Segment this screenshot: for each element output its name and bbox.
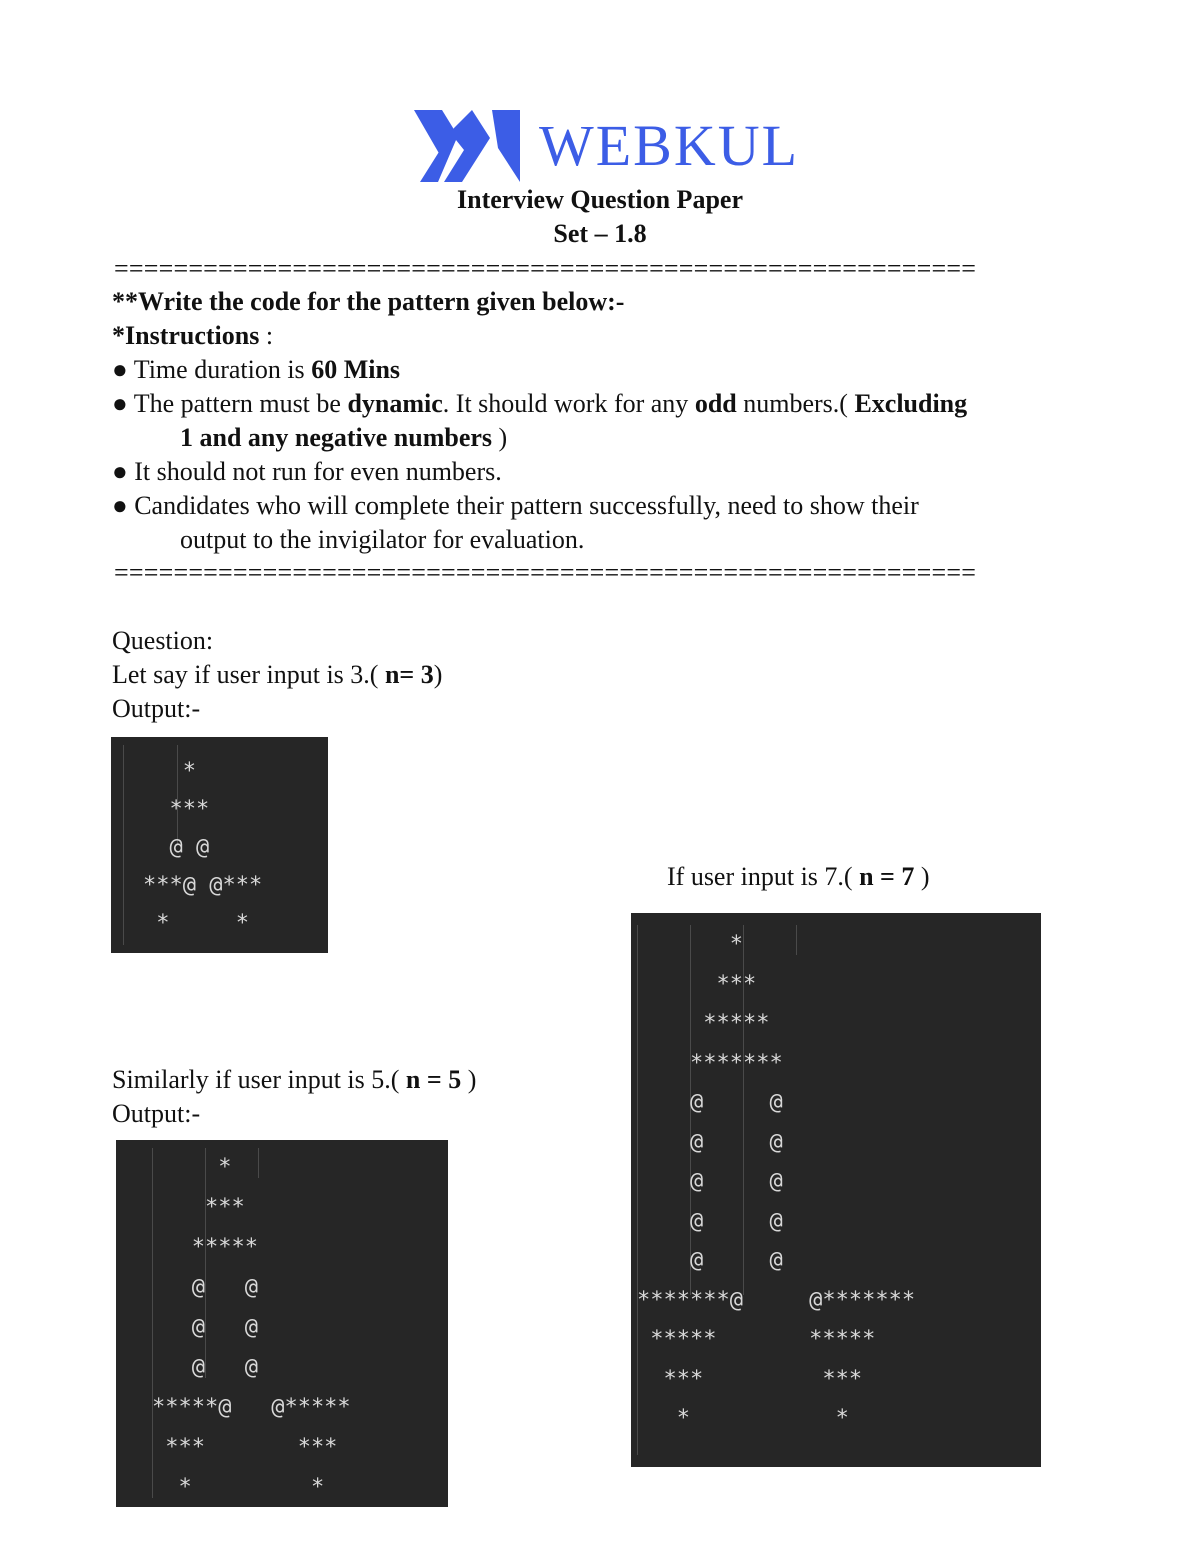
- example-n7-text: If user input is 7.(: [667, 862, 860, 891]
- example-n3-value: n= 3: [384, 660, 434, 689]
- example-n5-text: Similarly if user input is 5.(: [112, 1065, 406, 1094]
- example-n3-close: ): [433, 660, 443, 689]
- bullet-time-value: 60 Mins: [311, 355, 401, 384]
- example-n3-text: Let say if user input is 3.(: [112, 660, 385, 689]
- bullet-dynamic-line2: [180, 421, 507, 455]
- example-n7-value: n = 7: [859, 862, 915, 891]
- bullet-dynamic-mid: . It should work for any: [442, 389, 695, 418]
- bullet-excluding-bold: Excluding: [854, 389, 968, 418]
- bullet-dynamic: [112, 387, 967, 421]
- output-terminal-n3: [111, 737, 328, 953]
- webkul-logo: [414, 110, 800, 184]
- pattern-output-n5: * *** ***** @ @ @ @ @ @ *****@ @***** *** *** * *: [152, 1155, 351, 1500]
- output-terminal-n5: [116, 1140, 448, 1507]
- example-n5-value: n = 5: [405, 1065, 462, 1094]
- bullet-exclusion-bold: 1 and any negative numbers: [180, 423, 493, 452]
- bullet-odd-bold: odd: [694, 389, 737, 418]
- question-label: Question:: [112, 626, 214, 655]
- task-heading: **Write the code for the pattern given below:-: [112, 287, 625, 316]
- set-number: Set – 1.8: [553, 219, 647, 248]
- example-n3-label: [112, 658, 442, 692]
- logo-wordmark: WEBKUL: [539, 113, 800, 178]
- top-separator: ==========================================================: [114, 256, 977, 282]
- bullet-time: [112, 353, 400, 387]
- example-n5-close: ): [461, 1065, 477, 1094]
- bullet-time-text: ● Time duration is: [112, 355, 312, 384]
- output-terminal-n7: [631, 913, 1041, 1467]
- bottom-separator: ==========================================================: [114, 560, 977, 586]
- bullet-dynamic-text: ● The pattern must be: [112, 389, 348, 418]
- example-n5-label: [112, 1063, 476, 1097]
- example-n7-label: [667, 860, 930, 894]
- instructions-colon: :: [259, 321, 274, 350]
- pattern-output-n7: * *** ***** ******* @ @ @ @ @ @ @ @ @ @ *******@ @******* ***** ***** *** *** * *: [637, 932, 916, 1431]
- bullet-exclusion-close: ): [492, 423, 508, 452]
- example-n7-close: ): [914, 862, 930, 891]
- bullet-even: ● It should not run for even numbers.: [112, 457, 502, 486]
- page-title: Interview Question Paper: [457, 185, 743, 214]
- output-label-n5: Output:-: [112, 1099, 201, 1128]
- instructions-heading: [112, 319, 273, 353]
- bullet-candidates: ● Candidates who will complete their pattern successfully, need to show their: [112, 491, 919, 520]
- webkul-w-mark-icon: [414, 110, 526, 184]
- output-label-n3: Output:-: [112, 694, 201, 723]
- bullet-candidates-line2: output to the invigilator for evaluation.: [180, 525, 585, 554]
- bullet-dynamic-post: numbers.(: [736, 389, 855, 418]
- pattern-output-n3: * *** @ @ ***@ @*** * *: [143, 759, 263, 936]
- bullet-dynamic-bold: dynamic: [347, 389, 443, 418]
- instructions-label: *Instructions: [112, 321, 260, 350]
